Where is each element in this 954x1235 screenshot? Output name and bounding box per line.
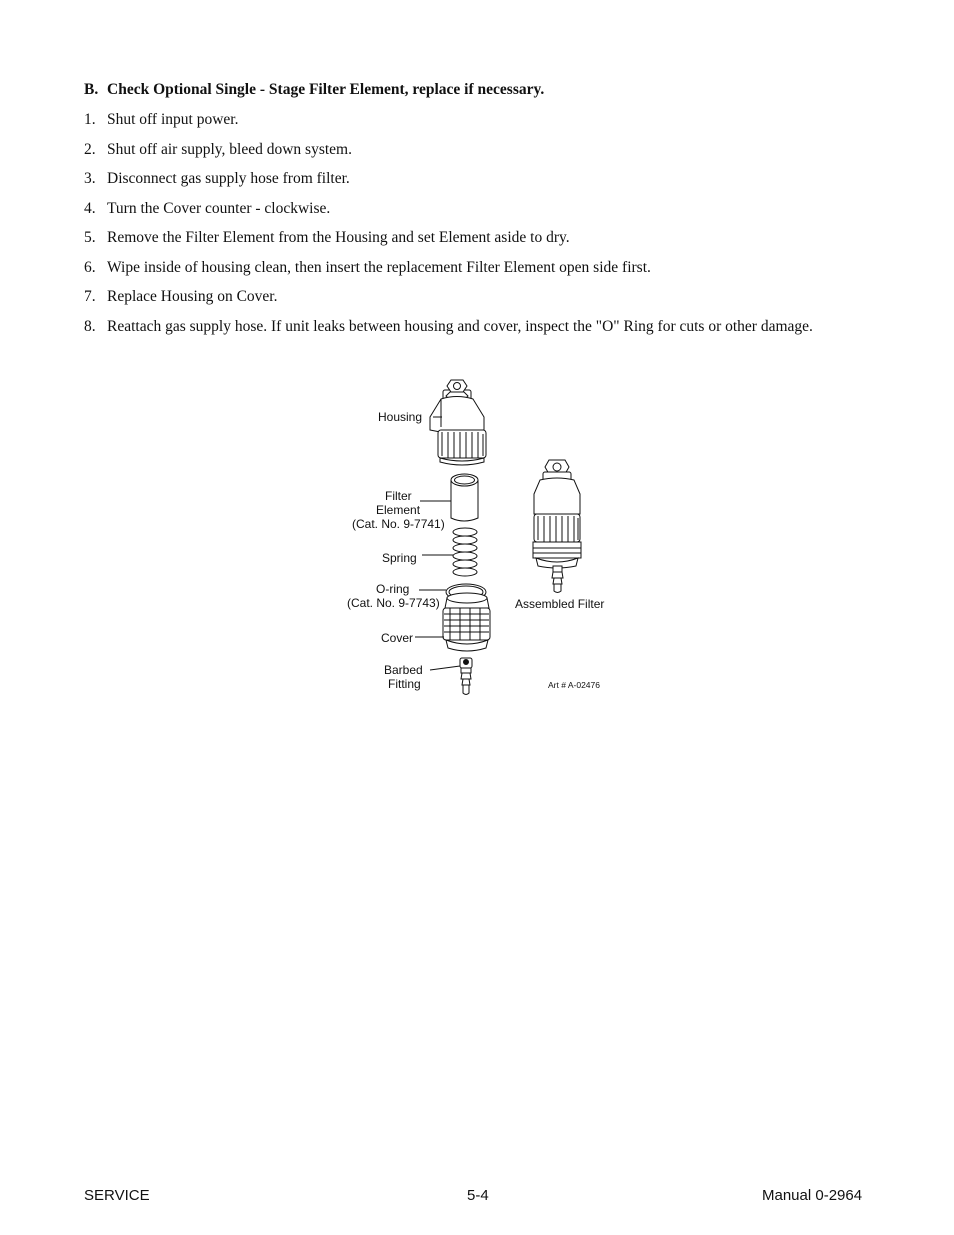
filter-element-part: [451, 474, 478, 521]
label-barbed-line2: Fitting: [388, 677, 421, 691]
footer-section: SERVICE: [84, 1187, 150, 1204]
spring-part: [453, 528, 477, 576]
step-text: Shut off air supply, bleed down system.: [107, 141, 352, 158]
filter-exploded-diagram: [340, 372, 620, 702]
step-text: Wipe inside of housing clean, then insert the replacement Filter Element open side first.: [107, 259, 651, 276]
step-number: 7.: [84, 288, 96, 305]
assembled-filter-part: [533, 460, 581, 593]
step-text: Replace Housing on Cover.: [107, 288, 278, 305]
barbed-fitting-part: [460, 658, 472, 695]
step-item: [84, 200, 330, 218]
step-item: [84, 229, 570, 247]
label-cover: Cover: [381, 631, 414, 645]
step-item: [84, 141, 352, 159]
art-number: Art # A-02476: [548, 680, 600, 690]
step-item: [84, 111, 238, 129]
label-filter-element-line2: Element: [376, 503, 421, 517]
label-assembled-filter: Assembled Filter: [515, 597, 605, 611]
label-oring-line1: O-ring: [376, 582, 410, 596]
step-text: Turn the Cover counter - clockwise.: [107, 200, 331, 217]
step-number: 1.: [84, 111, 96, 128]
step-number: 8.: [84, 318, 96, 335]
step-item: [84, 288, 277, 306]
footer-page-number: 5-4: [467, 1187, 489, 1204]
step-number: 3.: [84, 170, 96, 187]
step-text: Shut off input power.: [107, 111, 239, 128]
section-letter: B.: [84, 81, 99, 98]
step-item: [84, 170, 350, 188]
label-filter-element-catno: (Cat. No. 9-7741): [352, 517, 445, 531]
step-number: 2.: [84, 141, 96, 158]
housing-part: [430, 380, 486, 465]
label-housing: Housing: [378, 410, 423, 424]
footer-manual-number: Manual 0-2964: [762, 1187, 863, 1204]
section-heading: [84, 81, 544, 99]
step-number: 4.: [84, 200, 96, 217]
step-number: 5.: [84, 229, 96, 246]
step-number: 6.: [84, 259, 96, 276]
step-text: Disconnect gas supply hose from filter.: [107, 170, 350, 187]
cover-part: [443, 593, 490, 651]
section-title: Check Optional Single - Stage Filter Element, replace if necessary.: [107, 81, 545, 98]
label-oring-catno: (Cat. No. 9-7743): [347, 596, 440, 610]
label-barbed-line1: Barbed: [384, 663, 423, 677]
step-text: Remove the Filter Element from the Housing and set Element aside to dry.: [107, 229, 570, 246]
label-spring: Spring: [382, 551, 417, 565]
step-item: [84, 259, 651, 277]
step-item: [84, 318, 813, 336]
label-filter-element-line1: Filter: [385, 489, 412, 503]
step-text: Reattach gas supply hose. If unit leaks between housing and cover, inspect the "O" Ring for cuts or other damage.: [107, 318, 813, 335]
